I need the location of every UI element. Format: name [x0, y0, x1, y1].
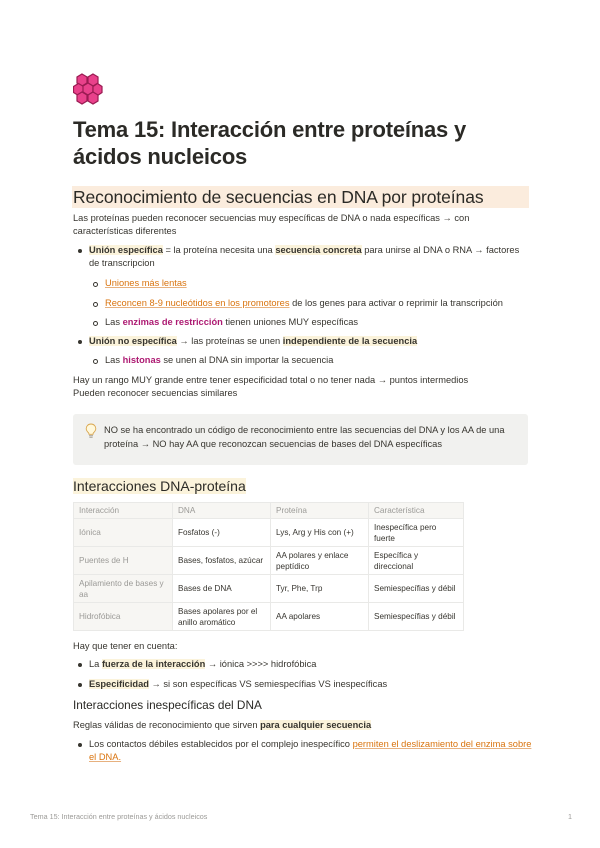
footer-title: Tema 15: Interacción entre proteínas y ácidos nucleicos [30, 812, 208, 821]
intro-paragraph: Las proteínas pueden reconocer secuencias muy específicas de DNA o nada específicas → con características diferentes [73, 213, 470, 236]
list-item-weak-contacts: Los contactos débiles establecidos por el complejo inespecífico permiten el deslizamiento del enzima sobre el DNA. [89, 739, 532, 762]
bullet-dot [78, 683, 82, 687]
bullet-dot [78, 249, 82, 253]
list-item-slow-binding: Uniones más lentas [105, 278, 187, 288]
table-cell: AA apolares [271, 603, 369, 631]
table-cell: AA polares y enlace peptídico [271, 547, 369, 575]
subheading-nonspecific: Interacciones inespecíficas del DNA [73, 698, 262, 712]
similar-sequences-paragraph: Pueden reconocer secuencias similares [73, 388, 238, 398]
specific-binding-term: Unión específica [89, 245, 163, 255]
bullet-dot [78, 340, 82, 344]
table-row [74, 603, 464, 631]
hexagon-molecule-icon [73, 73, 103, 105]
table-cell: Semiespecífias y débil [369, 575, 464, 603]
list-item-specificity: Especificidad → si son específicas VS semiespecífias VS inespecíficas [89, 679, 388, 689]
list-item-nonspecific-binding: Unión no específica → las proteínas se unen independiente de la secuencia [89, 336, 418, 346]
table-cell: Semiespecífias y débil [369, 603, 464, 631]
page-title: Tema 15: Interacción entre proteínas y ácidos nucleicos [73, 117, 467, 169]
section-heading: Reconocimiento de secuencias en DNA por proteínas [72, 186, 529, 208]
table-cell: Específica y direccional [369, 547, 464, 575]
bullet-dot [78, 743, 82, 747]
rules-paragraph: Reglas válidas de reconocimiento que sirven para cualquier secuencia [73, 720, 372, 730]
sub-bullet-dot [93, 321, 98, 326]
table-cell: Inespecífica pero fuerte [369, 519, 464, 547]
list-item-histones: Las histonas se unen al DNA sin importar la secuencia [105, 355, 334, 365]
table-header-cell: Proteína [271, 503, 369, 519]
list-item-restriction-enzymes: Las enzimas de restricción tienen uniones MUY específicas [105, 317, 359, 327]
table-header-cell: Interacción [74, 503, 173, 519]
table-cell: Bases, fosfatos, azúcar [173, 547, 271, 575]
table-cell: Bases de DNA [173, 575, 271, 603]
sub-bullet-dot [93, 302, 98, 307]
table-cell: Bases apolares por el anillo aromático [173, 603, 271, 631]
table-cell: Hidrofóbica [74, 603, 173, 631]
table-cell: Fosfatos (-) [173, 519, 271, 547]
table-cell: Lys, Arg y His con (+) [271, 519, 369, 547]
callout-box [73, 414, 528, 465]
lightbulb-icon [85, 423, 97, 439]
range-paragraph: Hay un rango MUY grande entre tener especificidad total o no tener nada → puntos intermedios [73, 375, 469, 385]
table-heading: Interacciones DNA-proteína [73, 478, 246, 494]
list-item-interaction-strength: La fuerza de la interacción → iónica >>>> hidrofóbica [89, 659, 317, 669]
sub-bullet-dot [93, 359, 98, 364]
table-cell: Iónica [74, 519, 173, 547]
note-paragraph: Hay que tener en cuenta: [73, 641, 178, 651]
table-header-cell: Característica [369, 503, 464, 519]
table-cell: Tyr, Phe, Trp [271, 575, 369, 603]
table-header-row [74, 503, 464, 519]
table-row [74, 575, 464, 603]
table-header-cell: DNA [173, 503, 271, 519]
table-cell: Puentes de H [74, 547, 173, 575]
page-number: 1 [568, 812, 572, 821]
list-item-specific-binding: Unión específica = la proteína necesita una secuencia concreta para unirse al DNA o RNA → factores de transcripcion [89, 245, 520, 268]
sub-bullet-dot [93, 282, 98, 287]
table-row [74, 547, 464, 575]
table-cell: Apilamiento de bases y aa [74, 575, 173, 603]
table-row [74, 519, 464, 547]
list-item-recognize-nucleotides: Reconcen 8-9 nucleótidos en los promotores de los genes para activar o reprimir la transcripción [105, 298, 503, 308]
callout-text: NO se ha encontrado un código de reconocimiento entre las secuencias del DNA y los AA de una proteína → NO hay AA que reconozcan secuencias de bases del DNA específicas [104, 425, 505, 449]
interactions-table [73, 502, 464, 631]
concrete-sequence-highlight: secuencia concreta [275, 245, 362, 255]
bullet-dot [78, 663, 82, 667]
